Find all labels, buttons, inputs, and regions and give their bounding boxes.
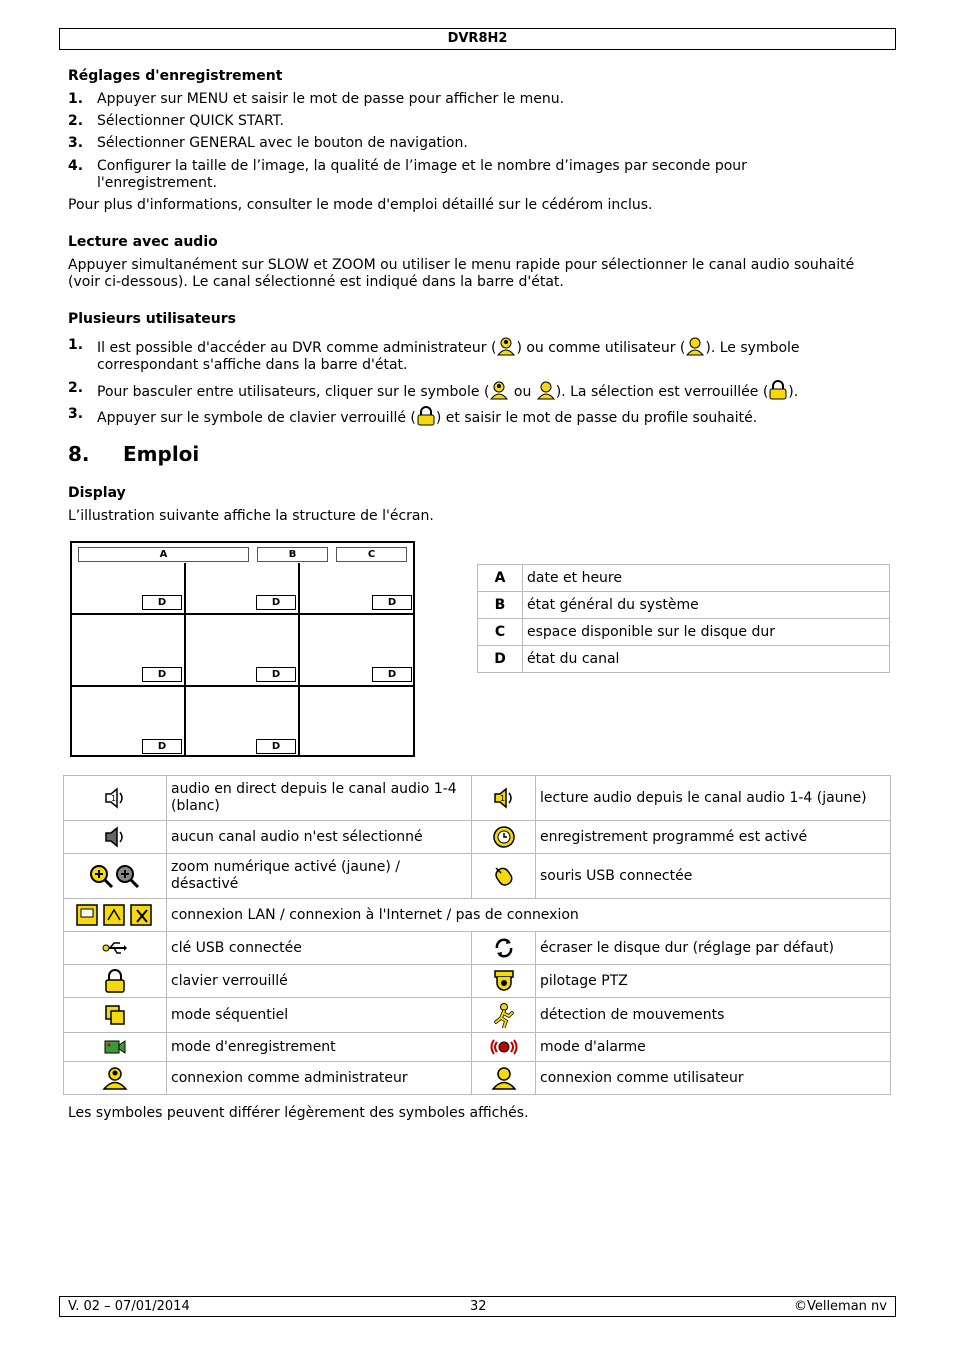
footer-version: V. 02 – 07/01/2014: [68, 1299, 190, 1314]
user-icon: [536, 381, 556, 400]
record-mode-icon: [103, 1037, 127, 1057]
admin-icon: [489, 381, 509, 400]
icon-cell: [64, 854, 167, 899]
icon-description: audio en direct depuis le canal audio 1-4 (blanc): [167, 776, 472, 821]
list-item: [68, 337, 888, 374]
icon-cell: [472, 965, 536, 998]
motion-detection-icon: [492, 1002, 516, 1028]
legend-key: D: [478, 646, 523, 673]
ptz-icon: [492, 969, 516, 993]
icon-cell: [64, 998, 167, 1033]
table-row: [64, 932, 891, 965]
icon-description: connexion comme utilisateur: [536, 1062, 891, 1095]
list-text: Appuyer sur MENU et saisir le mot de passe pour afficher le menu.: [97, 91, 565, 107]
icon-table: [63, 775, 891, 1095]
icon-description: écraser le disque dur (réglage par défaut): [536, 932, 891, 965]
legend-value: espace disponible sur le disque dur: [523, 619, 890, 646]
footer-copyright: ©Velleman nv: [793, 1299, 887, 1314]
list-item: [68, 91, 888, 108]
grid-divider: [298, 563, 300, 755]
table-row: [64, 854, 891, 899]
label-d: D: [142, 667, 182, 682]
table-row: [64, 776, 891, 821]
list-number: 1.: [68, 337, 84, 353]
icon-cell: [472, 854, 536, 899]
usb-mouse-icon: [492, 864, 516, 888]
icon-description: mode d'alarme: [536, 1033, 891, 1062]
section-title-users: Plusieurs utilisateurs: [68, 311, 236, 327]
icon-description: clavier verrouillé: [167, 965, 472, 998]
icon-cell: [472, 776, 536, 821]
list-text: Configurer la taille de l’image, la qualité de l’image et le nombre d’images par seconde pour l'enregistrement.: [97, 158, 747, 191]
label-d: D: [142, 739, 182, 754]
section-title-display: Display: [68, 485, 126, 501]
icon-description: connexion LAN / connexion à l'Internet / pas de connexion: [167, 899, 891, 932]
screen-layout-diagram: [70, 541, 415, 757]
closing-note: Les symboles peuvent différer légèrement des symboles affichés.: [68, 1105, 529, 1121]
icon-description: mode d'enregistrement: [167, 1033, 472, 1062]
icon-cell: [472, 1062, 536, 1095]
chapter-heading: [68, 442, 199, 466]
list-text: Sélectionner GENERAL avec le bouton de navigation.: [97, 135, 468, 151]
table-row: [478, 565, 890, 592]
icon-description: lecture audio depuis le canal audio 1-4 (jaune): [536, 776, 891, 821]
icon-description: mode séquentiel: [167, 998, 472, 1033]
legend-key: B: [478, 592, 523, 619]
legend-value: état général du système: [523, 592, 890, 619]
list-number: 2.: [68, 113, 84, 129]
list-text: Il est possible d'accéder au DVR comme administrateur ( ) ou comme utilisateur ( ). Le symbole correspondant s'affiche dans la barre d'état.: [97, 337, 857, 374]
icon-description: enregistrement programmé est activé: [536, 821, 891, 854]
icon-cell: [64, 821, 167, 854]
keyboard-lock-icon: [416, 406, 436, 426]
keyboard-lock-icon: [103, 969, 127, 993]
legend-value: date et heure: [523, 565, 890, 592]
table-row: [64, 899, 891, 932]
icon-cell: [472, 1033, 536, 1062]
list-number: 3.: [68, 406, 84, 422]
table-row: [64, 998, 891, 1033]
icon-description: aucun canal audio n'est sélectionné: [167, 821, 472, 854]
zoom-on-icon: [89, 864, 115, 888]
table-row: [64, 821, 891, 854]
recording-note: Pour plus d'informations, consulter le mode d'emploi détaillé sur le cédérom inclus.: [68, 197, 653, 213]
table-row: [64, 1033, 891, 1062]
icon-description: zoom numérique activé (jaune) / désactivé: [167, 854, 472, 899]
label-c: C: [336, 547, 407, 562]
section-title-audio: Lecture avec audio: [68, 234, 218, 250]
table-row: [64, 1062, 891, 1095]
list-number: 2.: [68, 380, 84, 396]
usb-stick-icon: [102, 938, 128, 958]
icon-description: clé USB connectée: [167, 932, 472, 965]
audio-playback-icon: [492, 786, 516, 810]
legend-key: A: [478, 565, 523, 592]
icon-description: détection de mouvements: [536, 998, 891, 1033]
icon-cell: [472, 821, 536, 854]
section-title-recording: Réglages d'enregistrement: [68, 68, 283, 84]
label-b: B: [257, 547, 328, 562]
icon-cell: [64, 899, 167, 932]
legend-value: état du canal: [523, 646, 890, 673]
page-header: DVR8H2: [59, 28, 896, 50]
label-d: D: [142, 595, 182, 610]
footer-page-number: 32: [470, 1299, 487, 1314]
table-row: [478, 592, 890, 619]
label-d: D: [256, 595, 296, 610]
table-row: [478, 646, 890, 673]
svg-text:1: 1: [499, 794, 505, 803]
admin-icon: [496, 337, 516, 356]
icon-cell: [472, 998, 536, 1033]
list-number: 4.: [68, 158, 84, 174]
legend-table: [477, 564, 890, 673]
grid-divider: [184, 563, 186, 755]
svg-text:1: 1: [111, 794, 117, 803]
list-item: [68, 113, 888, 130]
icon-cell: [64, 1062, 167, 1095]
label-d: D: [256, 667, 296, 682]
label-d: D: [372, 667, 412, 682]
icon-description: pilotage PTZ: [536, 965, 891, 998]
sequence-icon: [103, 1003, 127, 1027]
icon-cell: [472, 932, 536, 965]
chapter-number: 8.: [68, 442, 90, 466]
audio-text: Appuyer simultanément sur SLOW et ZOOM ou utiliser le menu rapide pour sélectionner le canal audio souhaité (voir ci-dessous). Le canal sélectionné est indiqué dans la barre d'état.: [68, 257, 855, 290]
list-item: [68, 380, 888, 401]
alarm-mode-icon: [490, 1039, 518, 1055]
page-footer: [59, 1296, 896, 1317]
icon-cell: [64, 1033, 167, 1062]
overwrite-icon: [492, 936, 516, 960]
legend-key: C: [478, 619, 523, 646]
network-status-icons: [75, 902, 155, 928]
label-a: A: [78, 547, 249, 562]
chapter-title: Emploi: [123, 442, 200, 466]
admin-icon: [102, 1066, 128, 1090]
list-text: Sélectionner QUICK START.: [97, 113, 284, 129]
list-number: 1.: [68, 91, 84, 107]
display-intro: L’illustration suivante affiche la structure de l'écran.: [68, 508, 434, 524]
grid-divider: [72, 685, 413, 687]
list-number: 3.: [68, 135, 84, 151]
icon-cell: [64, 776, 167, 821]
table-row: [64, 965, 891, 998]
list-item: [68, 135, 888, 152]
audio-none-icon: [103, 825, 127, 849]
keyboard-lock-icon: [768, 380, 788, 400]
list-item: [68, 406, 888, 427]
list-text: Appuyer sur le symbole de clavier verrouillé ( ) et saisir le mot de passe du profile souhaité.: [97, 406, 888, 427]
list-text: Pour basculer entre utilisateurs, cliquer sur le symbole ( ou ). La sélection est verrouillée ( ).: [97, 380, 888, 401]
label-d: D: [372, 595, 412, 610]
icon-description: connexion comme administrateur: [167, 1062, 472, 1095]
icon-cell: [64, 965, 167, 998]
user-icon: [491, 1066, 517, 1090]
icon-description: souris USB connectée: [536, 854, 891, 899]
schedule-icon: [492, 825, 516, 849]
table-row: [478, 619, 890, 646]
label-d: D: [256, 739, 296, 754]
grid-divider: [72, 613, 413, 615]
icon-cell: [64, 932, 167, 965]
zoom-off-icon: [115, 864, 141, 888]
audio-live-icon: [103, 786, 127, 810]
list-item: [68, 158, 888, 192]
user-icon: [685, 337, 705, 356]
